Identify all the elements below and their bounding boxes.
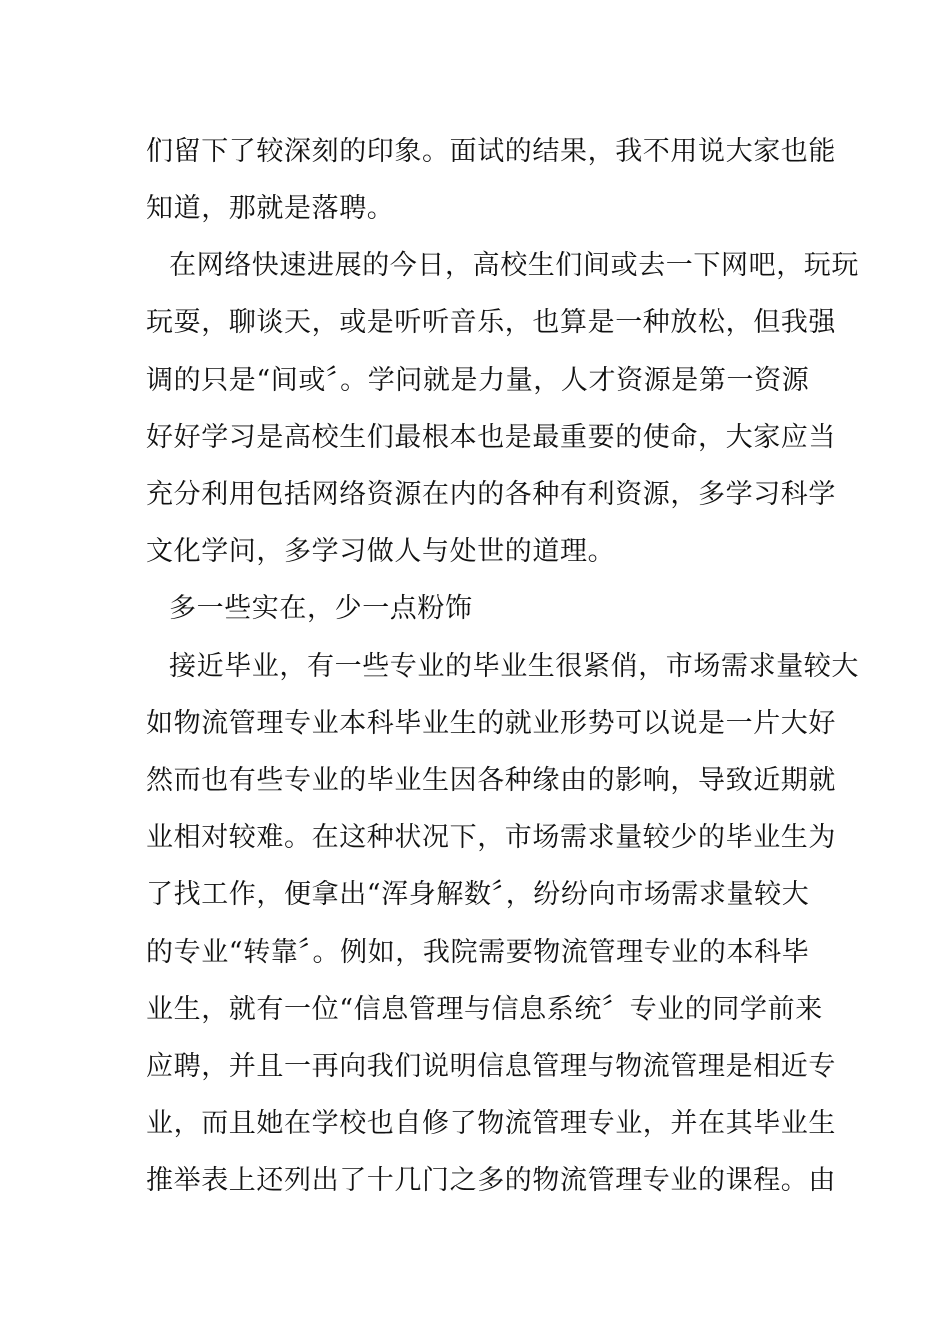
text-line-4: 玩耍，聊谈天，或是听听音乐，也算是一种放松，但我强 — [146, 307, 836, 338]
text-line-16: 业生，就有一位“信息管理与信息系统〞专业的同学前来 — [146, 994, 823, 1025]
text-line-5: 调的只是“间或〞。学问就是力量，人才资源是第一资源 — [146, 365, 810, 396]
text-line-15: 的专业“转靠〞。例如，我院需要物流管理专业的本科毕 — [146, 937, 810, 968]
text-line-10: 接近毕业，有一些专业的毕业生很紧俏，市场需求量较大 — [169, 651, 859, 682]
text-line-7: 充分利用包括网络资源在内的各种有利资源，多学习科学 — [146, 479, 836, 510]
text-line-14: 了找工作，便拿出“浑身解数〞，纷纷向市场需求量较大 — [146, 879, 810, 910]
text-line-11: 如物流管理专业本科毕业生的就业形势可以说是一片大好 — [146, 708, 836, 739]
text-line-18: 业，而且她在学校也自修了物流管理专业，并在其毕业生 — [146, 1108, 836, 1139]
section-heading: 多一些实在，少一点粉饰 — [169, 593, 473, 624]
text-line-8: 文化学问，多学习做人与处世的道理。 — [146, 536, 616, 567]
text-line-17: 应聘，并且一再向我们说明信息管理与物流管理是相近专 — [146, 1051, 836, 1082]
text-line-12: 然而也有些专业的毕业生因各种缘由的影响，导致近期就 — [146, 765, 836, 796]
text-line-1: 们留下了较深刻的印象。面试的结果，我不用说大家也能 — [146, 136, 836, 167]
text-line-3: 在网络快速进展的今日，高校生们间或去一下网吧，玩玩 — [169, 250, 859, 281]
text-line-2: 知道，那就是落聘。 — [146, 193, 395, 224]
text-line-19: 推举表上还列出了十几门之多的物流管理专业的课程。由 — [146, 1165, 836, 1196]
text-line-13: 业相对较难。在这种状况下，市场需求量较少的毕业生为 — [146, 822, 836, 853]
text-line-6: 好好学习是高校生们最根本也是最重要的使命，大家应当 — [146, 422, 836, 453]
